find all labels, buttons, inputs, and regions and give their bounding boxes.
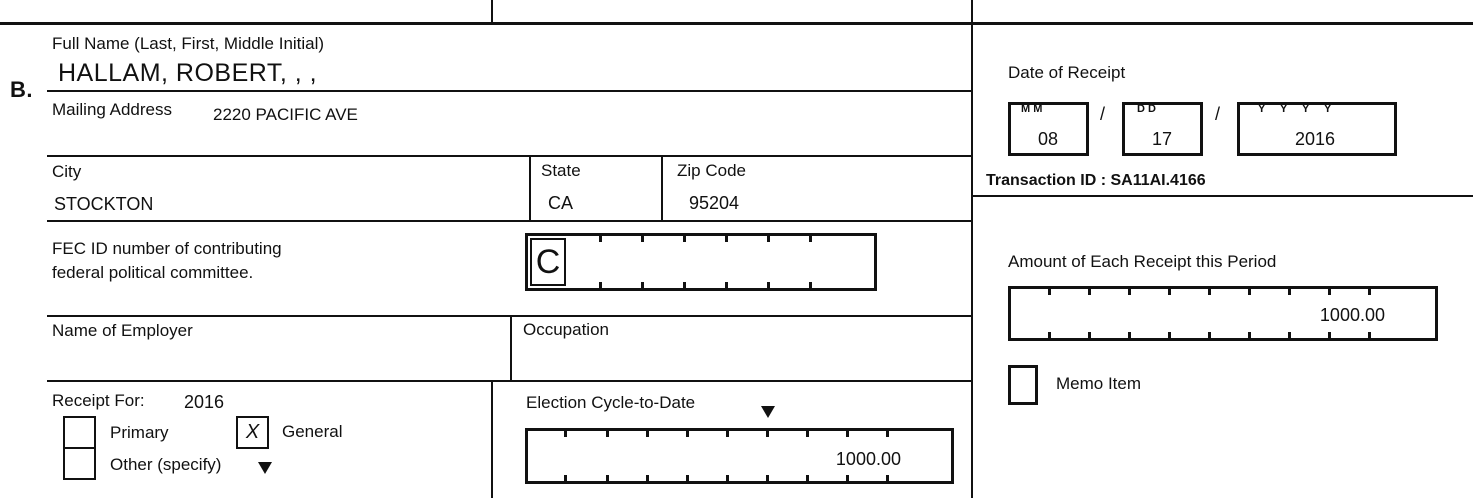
top-rule xyxy=(0,22,1473,25)
tick xyxy=(641,282,644,288)
tick xyxy=(886,475,889,481)
amount-label: Amount of Each Receipt this Period xyxy=(1008,252,1277,271)
fec-id-label-line2: federal political committee. xyxy=(52,263,254,282)
month-box xyxy=(1008,102,1089,156)
tick xyxy=(806,475,809,481)
divider-occupation xyxy=(510,315,512,381)
tick xyxy=(599,236,602,242)
fec-id-box xyxy=(525,233,877,291)
tick xyxy=(767,236,770,242)
rule-address xyxy=(47,155,972,157)
year-value: 2016 xyxy=(1295,129,1336,149)
date-of-receipt-label: Date of Receipt xyxy=(1008,63,1126,82)
occupation-label: Occupation xyxy=(523,320,609,339)
tick xyxy=(606,431,609,437)
other-checkbox[interactable] xyxy=(63,447,96,480)
month-value: 08 xyxy=(1038,129,1059,149)
tick xyxy=(1048,332,1051,338)
tick xyxy=(646,431,649,437)
tick xyxy=(809,282,812,288)
primary-label: Primary xyxy=(110,423,169,442)
tick xyxy=(606,475,609,481)
tick xyxy=(641,236,644,242)
zip-value: 95204 xyxy=(689,193,740,213)
tick xyxy=(599,282,602,288)
amount-box xyxy=(1008,286,1438,341)
tick xyxy=(1368,332,1371,338)
tick xyxy=(683,236,686,242)
city-label: City xyxy=(52,162,82,181)
tick xyxy=(1288,332,1291,338)
primary-checkbox[interactable] xyxy=(63,416,96,449)
divider-state xyxy=(529,155,531,221)
tick xyxy=(725,282,728,288)
tick xyxy=(766,431,769,437)
right-rule xyxy=(972,195,1473,197)
receipt-for-label: Receipt For: xyxy=(52,391,145,410)
fec-id-label-line1: FEC ID number of contributing xyxy=(52,239,282,258)
transaction-id: Transaction ID : SA11AI.4166 xyxy=(986,172,1206,189)
top-divider-left xyxy=(491,0,493,24)
tick xyxy=(726,431,729,437)
year-box xyxy=(1237,102,1397,156)
tick xyxy=(1328,332,1331,338)
tick xyxy=(766,475,769,481)
full-name-label: Full Name (Last, First, Middle Initial) xyxy=(52,34,325,53)
state-label: State xyxy=(541,161,581,180)
amount-value: 1000.00 xyxy=(1319,305,1385,325)
tick xyxy=(767,282,770,288)
city-value: STOCKTON xyxy=(54,194,154,214)
zip-label: Zip Code xyxy=(677,161,746,180)
tick xyxy=(809,236,812,242)
tick xyxy=(726,475,729,481)
other-arrow-icon xyxy=(258,462,272,474)
rule-name xyxy=(47,90,972,92)
full-name-value: HALLAM, ROBERT, , , xyxy=(58,59,318,87)
tick xyxy=(1328,289,1331,295)
date-separator: / xyxy=(1100,104,1106,124)
general-label: General xyxy=(282,422,343,441)
divider-receipt xyxy=(491,380,493,498)
mailing-address-value: 2220 PACIFIC AVE xyxy=(213,105,358,124)
tick xyxy=(1248,289,1251,295)
election-cycle-label: Election Cycle-to-Date xyxy=(526,393,696,412)
day-value: 17 xyxy=(1152,129,1173,149)
tick xyxy=(886,431,889,437)
tick xyxy=(806,431,809,437)
tick xyxy=(1048,289,1051,295)
election-cycle-arrow-icon xyxy=(761,406,775,418)
tick xyxy=(846,431,849,437)
rule-city xyxy=(47,220,972,222)
date-separator: / xyxy=(1215,104,1221,124)
tick xyxy=(686,475,689,481)
mailing-address-label: Mailing Address xyxy=(52,100,173,119)
state-value: CA xyxy=(548,193,574,213)
section-letter: B. xyxy=(10,77,33,102)
tick xyxy=(564,475,567,481)
tick xyxy=(725,236,728,242)
tick xyxy=(683,282,686,288)
tick xyxy=(1368,289,1371,295)
election-cycle-amount-box xyxy=(525,428,954,484)
tick xyxy=(1128,289,1131,295)
year-header: Y Y Y Y xyxy=(1258,103,1338,115)
tick xyxy=(1288,289,1291,295)
tick xyxy=(1168,289,1171,295)
employer-label: Name of Employer xyxy=(52,321,193,340)
memo-checkbox[interactable] xyxy=(1008,365,1038,405)
fec-id-prefix-cell: C xyxy=(530,238,566,286)
memo-label: Memo Item xyxy=(1056,374,1142,393)
month-header: M M xyxy=(1021,103,1043,115)
tick xyxy=(1248,332,1251,338)
receipt-for-year: 2016 xyxy=(184,392,225,412)
center-divider xyxy=(971,0,973,498)
election-cycle-amount: 1000.00 xyxy=(835,449,901,469)
tick xyxy=(1128,332,1131,338)
tick xyxy=(1168,332,1171,338)
tick xyxy=(646,475,649,481)
tick xyxy=(1088,289,1091,295)
day-box xyxy=(1122,102,1203,156)
tick xyxy=(846,475,849,481)
day-header: D D xyxy=(1137,103,1156,115)
divider-zip xyxy=(661,155,663,221)
tick xyxy=(1088,332,1091,338)
tick xyxy=(1208,332,1211,338)
tick xyxy=(1208,289,1211,295)
general-checkbox[interactable]: X xyxy=(236,416,269,449)
tick xyxy=(686,431,689,437)
tick xyxy=(564,431,567,437)
other-label: Other (specify) xyxy=(110,455,222,474)
